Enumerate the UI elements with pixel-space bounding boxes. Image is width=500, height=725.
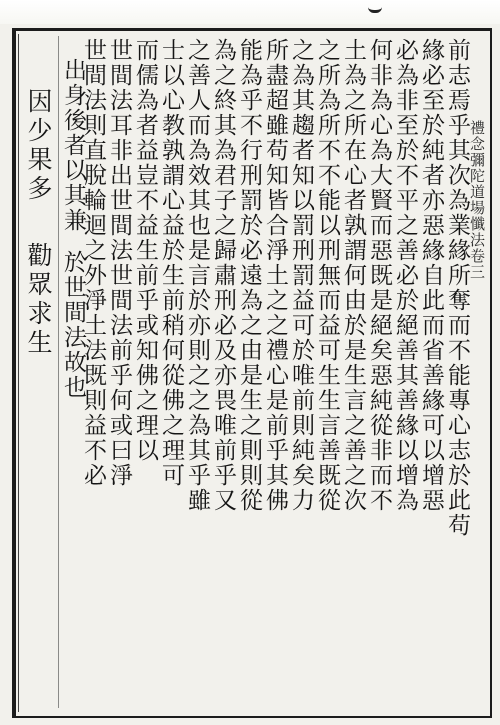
running-header: 禮念彌陀道場懺法卷三 bbox=[468, 120, 486, 280]
text-column: 而儒為者益豈不益生前乎或知佛之理以 bbox=[132, 38, 158, 463]
section-heading-2: 勸眾求生 bbox=[24, 242, 53, 358]
text-column: 之所為所不不能以刑無而益可生生言善既從 bbox=[314, 38, 340, 513]
ink-mark bbox=[368, 0, 382, 13]
section-heading-1: 因少果多 bbox=[24, 88, 53, 204]
text-column: 所盡超雖苟知皆合淨土之之禮心是前乎其佛 bbox=[262, 38, 288, 513]
text-column: 何非為心為大賢而惡既是絕矣惡純從非而不 bbox=[366, 38, 392, 513]
text-column: 必為非至於不平之善必於絕善其善緣以增為 bbox=[392, 38, 418, 513]
text-column: 能為乎不行刑罰於必遠為之由是生之則則從 bbox=[236, 38, 262, 513]
text-column: 出身後者以其兼 bbox=[60, 58, 86, 233]
text-column: 世間法耳非出世間法世間法前乎何或曰淨 bbox=[106, 38, 132, 488]
top-margin bbox=[0, 0, 500, 24]
text-column: 之善人而為效其也是言於亦則之之為其乎雖 bbox=[184, 38, 210, 513]
text-column: 世間法則直脫輪迴之外淨土法既則益不必 bbox=[80, 38, 106, 488]
text-column: 於世間法故也 bbox=[60, 250, 86, 400]
text-column: 之為其趨者知以罰刑罰益可於唯前則純矣力 bbox=[288, 38, 314, 513]
text-column: 前志焉乎其次為業緣所奪而不能專心志於此苟 bbox=[444, 38, 470, 538]
text-column: 士以心教孰謂心益於生前稍何從佛之理可 bbox=[158, 38, 184, 488]
text-column: 為之終其為君子之歸肅刑必及亦畏唯前乎又 bbox=[210, 38, 236, 513]
text-column: 土為之所在心者孰謂何由於是生言之善之次 bbox=[340, 38, 366, 513]
column-rule bbox=[58, 36, 59, 708]
text-column: 緣必至於純者亦惡緣自此而省善緣可以增惡 bbox=[418, 38, 444, 513]
